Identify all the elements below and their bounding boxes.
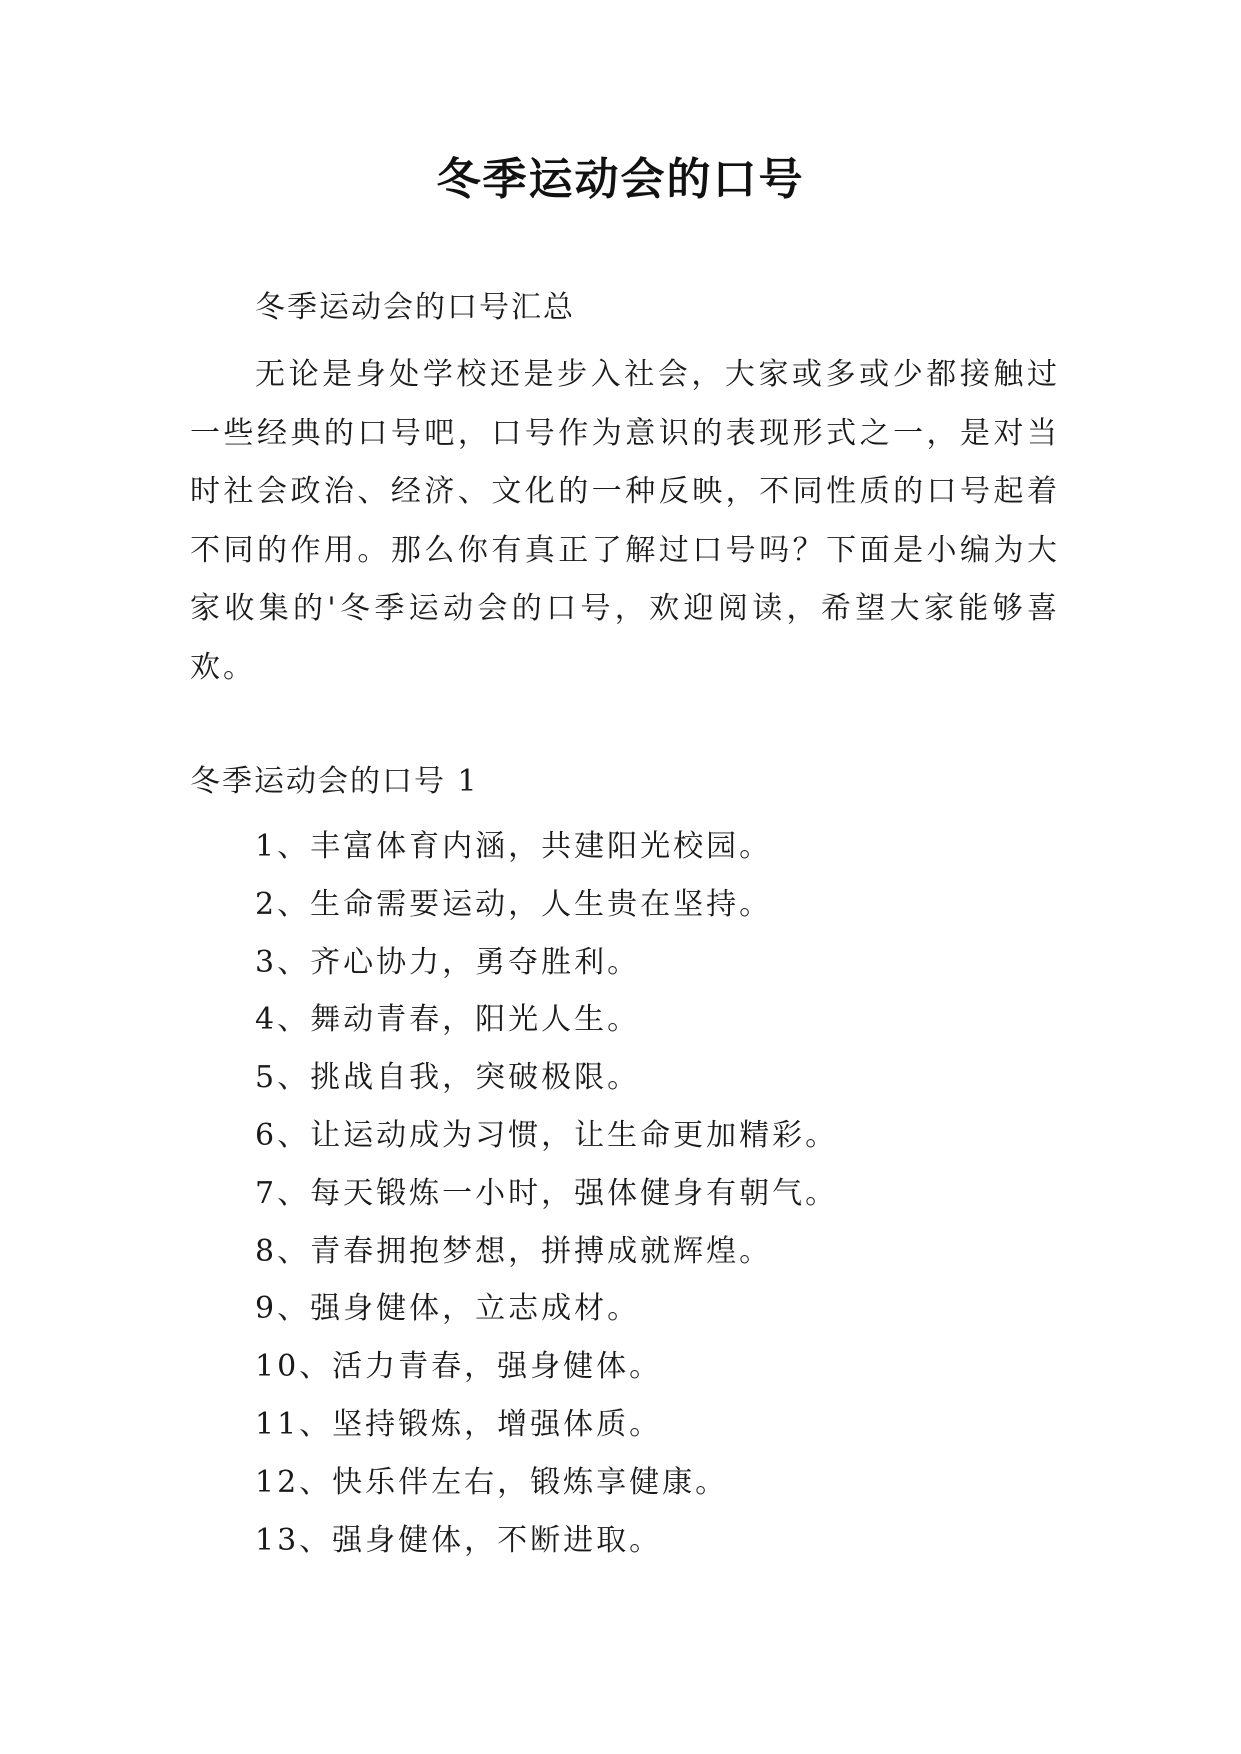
slogan-list: [255, 818, 838, 1569]
slogan-item: 5、挑战自我，突破极限。: [255, 1060, 641, 1096]
slogan-item: 6、让运动成为习惯，让生命更加精彩。: [255, 1117, 839, 1153]
slogan-item: 3、齐心协力，勇夺胜利。: [255, 944, 641, 980]
page-title: 冬季运动会的口号: [436, 154, 805, 205]
slogan-item: 13、强身健体，不断进取。: [255, 1522, 663, 1558]
slogan-item: 7、每天锻炼一小时，强体健身有朝气。: [255, 1175, 839, 1211]
slogan-item: 11、坚持锻炼，增强体质。: [255, 1406, 663, 1442]
slogan-item: 1、丰富体育内涵，共建阳光校园。: [255, 829, 773, 864]
slogan-item: 4、舞动青春，阳光人生。: [255, 1002, 641, 1038]
section-heading: 冬季运动会的口号 1: [190, 764, 479, 799]
slogan-item: 9、强身健体，立志成材。: [255, 1291, 641, 1327]
slogan-item: 2、生命需要运动，人生贵在坚持。: [255, 886, 773, 922]
slogan-item: 8、青春拥抱梦想，拼搏成就辉煌。: [255, 1233, 773, 1269]
intro-paragraph: 无论是身处学校还是步入社会，大家或多或少都接触过一些经典的口号吧，口号作为意识的表现形式之一，是对当时社会政治、经济、文化的一种反映，不同性质的口号起着不同的作用。那么你有真正了解过口号吗？下面是小编为大家收集的'冬季运动会的口号，欢迎阅读，希望大家能够喜欢。: [190, 357, 1060, 685]
document-subtitle: 冬季运动会的口号汇总: [255, 290, 575, 325]
slogan-item: 12、快乐伴左右，锻炼享健康。: [255, 1464, 729, 1500]
slogan-item: 10、活力青春，强身健体。: [255, 1349, 663, 1385]
